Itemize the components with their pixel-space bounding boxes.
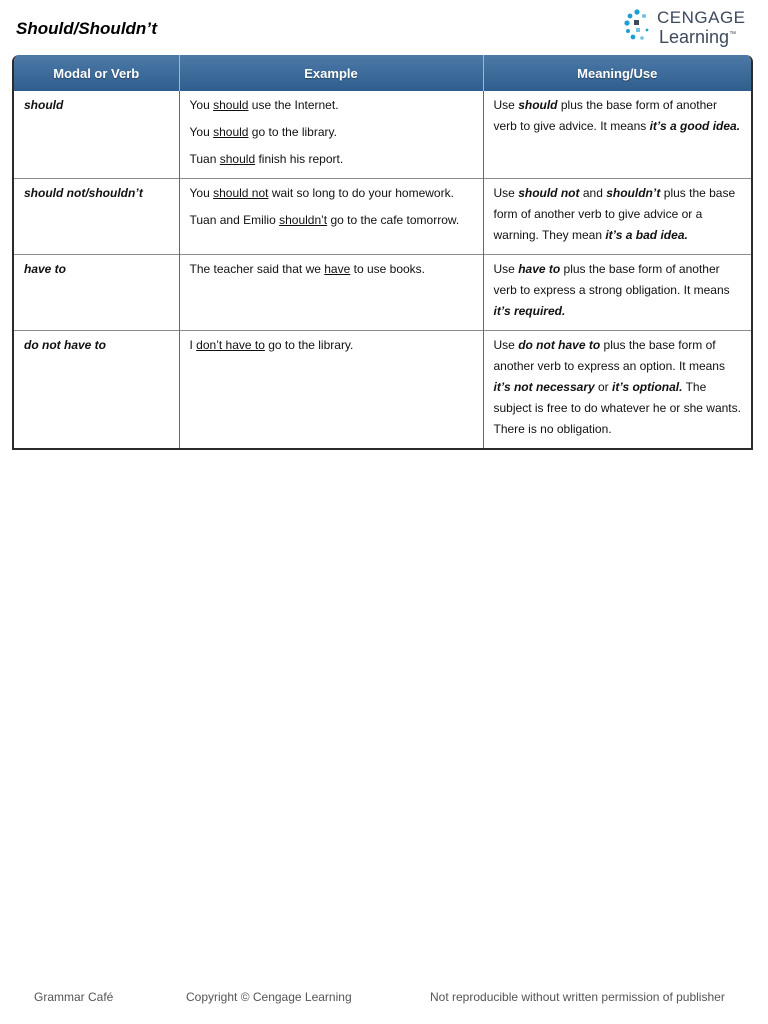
- example-underlined: shouldn’t: [279, 213, 328, 227]
- example-underlined: have: [324, 262, 351, 276]
- meaning-emphasis: do not have to: [518, 338, 601, 352]
- header-modal-or-verb: Modal or Verb: [14, 55, 179, 91]
- logo-word-learning: [659, 27, 736, 48]
- meaning-text: Use: [493, 186, 519, 200]
- meaning-text: Use: [493, 98, 519, 112]
- example-cell: [179, 91, 483, 179]
- meaning-text: plus the base form of another verb to give advice. It means: [493, 98, 717, 133]
- trademark-mark: ™: [729, 31, 737, 38]
- logo-word-learning-text: Learning: [659, 27, 730, 47]
- table-header-row: [14, 55, 751, 91]
- example-sentence: [190, 95, 475, 116]
- modal-term: should not/shouldn’t: [24, 186, 143, 200]
- meaning-emphasis: it’s required.: [493, 304, 566, 318]
- example-text: You: [189, 98, 214, 112]
- example-text: wait so long to do your homework.: [268, 186, 454, 200]
- meaning-text: plus the base form of another verb to express a strong obligation. It means: [493, 262, 730, 297]
- meaning-emphasis: have to: [518, 262, 561, 276]
- header-meaning-use: Meaning/Use: [483, 55, 751, 91]
- modal-term: should: [24, 98, 64, 112]
- example-underlined: should: [213, 125, 249, 139]
- meaning-emphasis: shouldn’t: [606, 186, 661, 200]
- example-text: go to the library.: [264, 338, 354, 352]
- modal-term: do not have to: [24, 338, 106, 352]
- example-underlined: don’t have to: [196, 338, 265, 352]
- footer-permission-notice: Not reproducible without written permission of publisher: [430, 990, 725, 1004]
- example-text: Tuan and Emilio: [189, 213, 280, 227]
- meaning-emphasis: it’s not necessary: [493, 380, 595, 394]
- example-text: The teacher said that we: [189, 262, 325, 276]
- example-sentence: [190, 210, 475, 231]
- meaning-text: Use: [493, 262, 519, 276]
- example-text: I: [189, 338, 197, 352]
- example-cell: [179, 331, 483, 449]
- meaning-cell: [483, 179, 751, 255]
- example-sentence: [190, 183, 475, 204]
- grammar-table-grid: [14, 55, 751, 448]
- meaning-emphasis: should: [518, 98, 558, 112]
- meaning-text: or: [594, 380, 613, 394]
- meaning-text: plus the base form of another verb to express an option. It means: [493, 338, 725, 373]
- example-cell: [179, 179, 483, 255]
- modal-cell: [14, 331, 179, 449]
- example-text: finish his report.: [255, 152, 344, 166]
- table-row: [14, 255, 751, 331]
- meaning-cell: [483, 91, 751, 179]
- meaning-text: Use: [493, 338, 519, 352]
- meaning-emphasis: it’s a good idea.: [649, 119, 741, 133]
- modal-cell: [14, 255, 179, 331]
- footer-copyright: Copyright © Cengage Learning: [186, 990, 352, 1004]
- example-sentence: [190, 335, 475, 356]
- meaning-emphasis: should not: [518, 186, 580, 200]
- example-text: You: [189, 125, 214, 139]
- example-text: to use books.: [350, 262, 425, 276]
- example-text: use the Internet.: [248, 98, 339, 112]
- footer-publication-name: Grammar Café: [34, 990, 114, 1004]
- example-sentence: [190, 122, 475, 143]
- meaning-cell: [483, 331, 751, 449]
- modal-term: have to: [24, 262, 67, 276]
- meaning-emphasis: it’s optional.: [612, 380, 683, 394]
- table-row: [14, 91, 751, 179]
- table-row: [14, 179, 751, 255]
- meaning-cell: [483, 255, 751, 331]
- example-underlined: should: [213, 98, 249, 112]
- example-text: go to the library.: [248, 125, 337, 139]
- example-cell: [179, 255, 483, 331]
- cengage-logo: [622, 8, 756, 50]
- modal-cell: [14, 91, 179, 179]
- example-sentence: [190, 259, 475, 280]
- logo-word-cengage: CENGAGE: [657, 8, 746, 27]
- meaning-text: The subject is free to do whatever he or she wants. There is no obligation.: [493, 380, 741, 436]
- meaning-emphasis: it’s a bad idea.: [605, 228, 688, 242]
- meaning-text: plus the base form of another verb to give advice or a warning. They mean: [493, 186, 736, 242]
- example-underlined: should not: [213, 186, 269, 200]
- grammar-table: [12, 55, 753, 450]
- example-text: You: [189, 186, 214, 200]
- meaning-text: and: [579, 186, 607, 200]
- example-sentence: [190, 149, 475, 170]
- example-text: go to the cafe tomorrow.: [327, 213, 460, 227]
- logo-mark-icon: [622, 8, 652, 48]
- modal-cell: [14, 179, 179, 255]
- header-example: Example: [179, 55, 483, 91]
- page-title: Should/Shouldn’t: [16, 19, 157, 38]
- table-row: [14, 331, 751, 449]
- example-underlined: should: [219, 152, 256, 166]
- example-text: Tuan: [189, 152, 220, 166]
